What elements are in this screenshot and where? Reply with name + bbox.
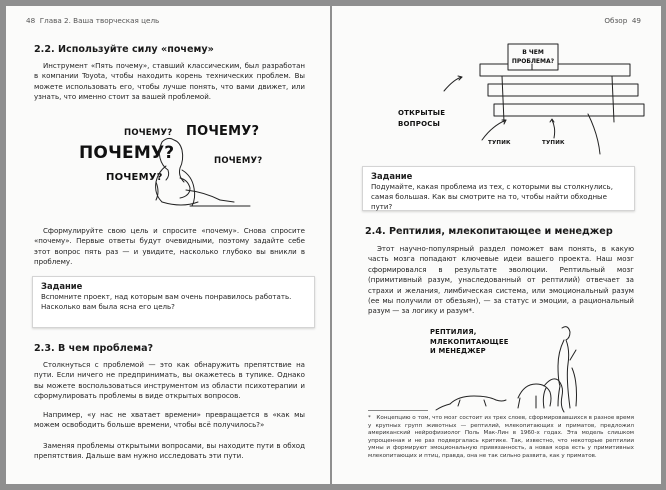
task-box bbox=[362, 166, 635, 211]
task-text: Подумайте, какая проблема из тех, с которыми вы столкнулись, самая большая. Как вы смотрите на то, чтобы найти обходные пути? bbox=[371, 182, 613, 211]
why-word: ПОЧЕМУ? bbox=[124, 128, 173, 138]
section-label: Обзор bbox=[604, 16, 628, 25]
why-word: ПОЧЕМУ? bbox=[186, 124, 260, 139]
why-word: ПОЧЕМУ? bbox=[214, 156, 263, 166]
section-heading-problem: 2.3. В чем проблема? bbox=[34, 343, 154, 354]
dead-end-label: ТУПИК bbox=[542, 140, 565, 146]
paragraph-ask-why: Сформулируйте свою цель и спросите «почему». Снова спросите «почему». Первые ответы будут очевидными, поэтому задайте себе этот вопрос пять раз — и увидите, насколько глубоко вы вникли в проблему. bbox=[34, 226, 305, 267]
sign-text: В ЧЕМ bbox=[522, 49, 544, 56]
chapter-title: Глава 2. Ваша творческая цель bbox=[39, 16, 160, 25]
open-questions-label: ОТКРЫТЫЕ ВОПРОСЫ bbox=[398, 109, 446, 128]
roadblock-illustration bbox=[332, 36, 661, 166]
left-page-header bbox=[26, 16, 159, 25]
task-title: Задание bbox=[41, 281, 83, 291]
reptile-mammal-manager-label: РЕПТИЛИЯ, МЛЕКОПИТАЮЩЕЕ И МЕНЕДЖЕР bbox=[430, 328, 509, 355]
paragraph-example: Например, «у нас не хватает времени» превращается в «как мы можем освободить больше времени, чтобы всё получилось?» bbox=[34, 410, 305, 430]
section-heading-why: 2.2. Используйте силу «почему» bbox=[34, 44, 214, 55]
dead-end-label: ТУПИК bbox=[488, 140, 511, 146]
paragraph-obstacle: Столкнуться с проблемой — это как обнаружить препятствие на пути. Если ничего не предпринимать, вы окажетесь в тупике. Однако вы можете воспользоваться инструментом из области психотерапии и сформулировать проблемы в виде открытых вопросов. bbox=[34, 360, 305, 401]
why-illustration bbox=[6, 118, 330, 218]
thinking-person-drawing bbox=[6, 118, 330, 218]
task-text: Вспомните проект, над которым вам очень понравилось работать. Насколько вам была ясна его цель? bbox=[41, 292, 292, 311]
why-word: ПОЧЕМУ? bbox=[106, 172, 163, 183]
page-number: 49 bbox=[631, 16, 641, 25]
footnote bbox=[368, 415, 634, 460]
footnote-rule bbox=[368, 410, 428, 411]
paragraph-five-whys: Инструмент «Пять почему», ставший классическим, был разработан в компании Toyota, чтобы находить корень технических проблем. Вы можете использовать его, чтобы лучше понять, что вами движет, или узнать, что именно стоит за вашей проблемой. bbox=[34, 61, 305, 102]
paragraph-brain: Этот научно-популярный раздел поможет вам понять, в какую часть мозга попадают ключевые идеи вашего проекта. Наш мозг сформировался в результате эволюции. Рептильный мозг (примитивный разум, унаследованный от рептилий) отвечает за страхи и желания, лимбическая система, или эмоциональный разум (ее мы получили от обезьян), — за статус и эмоции, а рациональный разум — за логику и разум*. bbox=[368, 244, 634, 316]
paragraph-open-questions: Заменяя проблемы открытыми вопросами, вы находите пути в обход препятствия. Дальше вам нужно исследовать эти пути. bbox=[34, 441, 305, 461]
task-box bbox=[32, 276, 315, 328]
task-title: Задание bbox=[371, 171, 413, 181]
footnote-text: Концепцию о том, что мозг состоит из трех слоев, сформировавшихся в разное время у крупных групп животных — рептилий, млекопитающих и приматов, предложил американский нейрофизиолог Поль Мак-Лин в 1960-х годах. Эта модель слишком упрощенная и не раз подвергалась критике. Так, известно, что некоторые рептилии умны и формируют эмоциональную привязанность, а новая кора есть у примитивных млекопитающих и птиц, правда, она не так сильно развита, как у приматов. bbox=[368, 415, 634, 459]
left-page bbox=[6, 6, 330, 484]
footnote-marker: * bbox=[368, 415, 371, 421]
right-page-header bbox=[604, 16, 641, 25]
evolution-drawing bbox=[332, 322, 661, 402]
section-heading-brain: 2.4. Рептилия, млекопитающее и менеджер bbox=[365, 226, 613, 237]
page-number: 48 bbox=[26, 16, 36, 25]
why-word: ПОЧЕМУ? bbox=[79, 143, 175, 163]
right-page bbox=[332, 6, 661, 484]
sign-text: ПРОБЛЕМА? bbox=[511, 58, 555, 65]
